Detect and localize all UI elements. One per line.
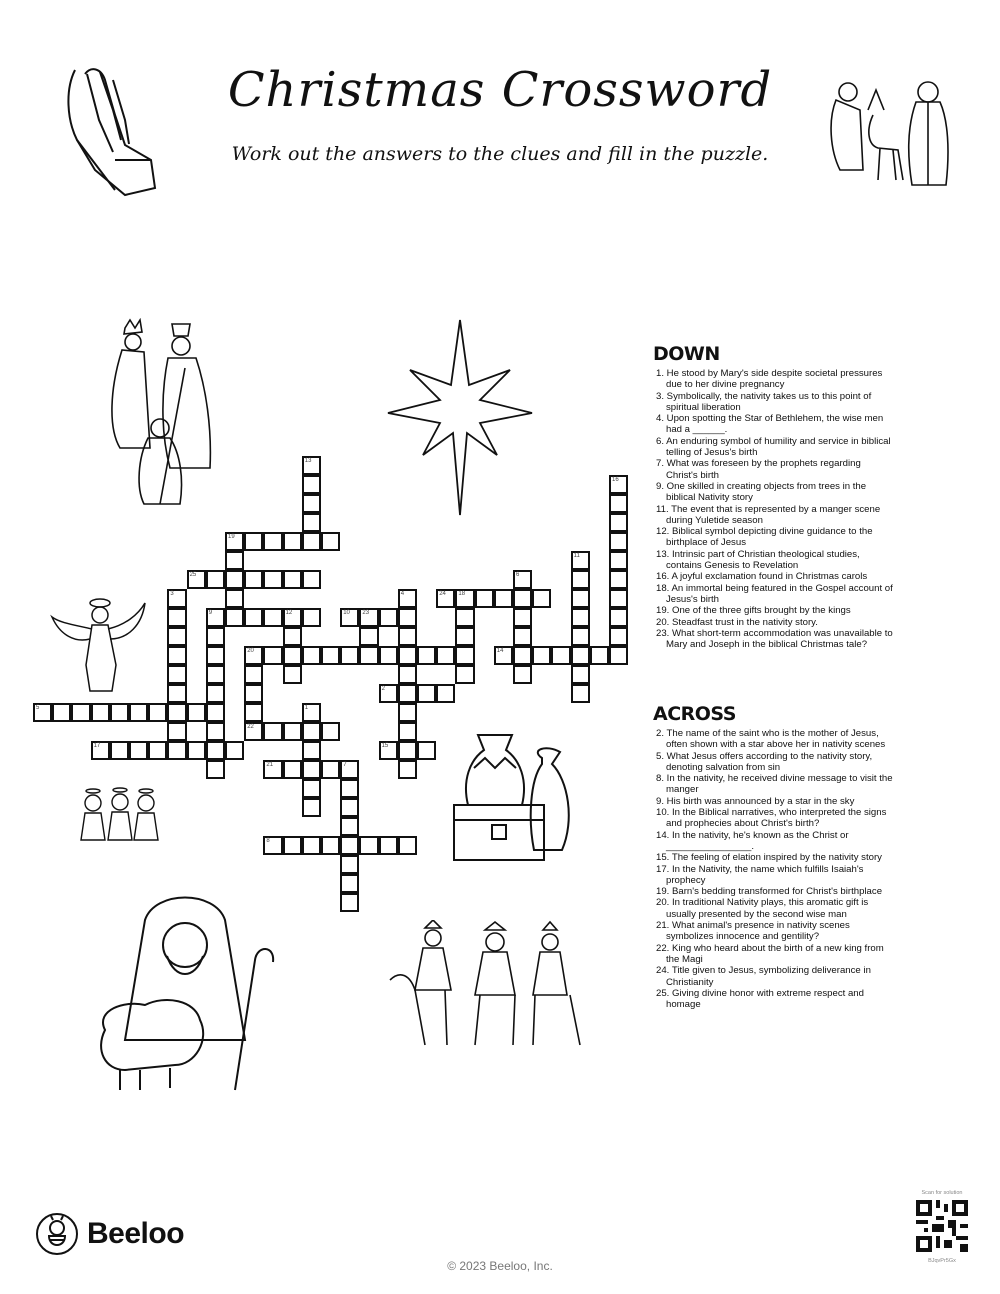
down-clue: 16. A joyful exclamation found in Christmas carols <box>656 571 868 583</box>
clue-number: 1 <box>304 705 309 711</box>
clue-number: 6 <box>516 572 520 578</box>
crossword-cell[interactable] <box>321 646 340 665</box>
crossword-cell[interactable] <box>148 741 167 760</box>
down-clue: 7. What was foreseen by the prophets regarding Christ's birth <box>656 458 861 481</box>
clue-number: 10 <box>343 610 350 616</box>
crossword-cell[interactable] <box>244 703 263 722</box>
crossword-cell[interactable] <box>283 760 302 779</box>
kings-on-camels-illustration <box>385 920 595 1050</box>
page-title: Christmas Crossword <box>227 62 773 118</box>
crossword-cell[interactable] <box>129 741 148 760</box>
crossword-cell[interactable] <box>225 608 244 627</box>
clue-number: 5 <box>36 705 40 711</box>
bee-icon <box>35 1212 79 1256</box>
crossword-cell[interactable] <box>206 722 225 741</box>
shepherd-with-sheep-illustration <box>85 890 295 1100</box>
crossword-cell[interactable] <box>609 627 628 646</box>
crossword-cell[interactable] <box>609 646 628 665</box>
crossword-cell[interactable] <box>551 646 570 665</box>
crossword-cell[interactable] <box>283 836 302 855</box>
crossword-cell[interactable] <box>571 646 590 665</box>
crossword-cell[interactable] <box>436 589 455 608</box>
crossword-cell[interactable] <box>359 836 378 855</box>
crossword-cell[interactable] <box>148 703 167 722</box>
crossword-cell[interactable] <box>475 589 494 608</box>
down-clue: 11. The event that is represented by a manger scene during Yuletide season <box>656 503 881 526</box>
crossword-cell[interactable] <box>244 532 263 551</box>
crossword-cell[interactable] <box>244 665 263 684</box>
clue-number: 4 <box>400 591 405 597</box>
crossword-cell[interactable] <box>244 608 263 627</box>
crossword-cell[interactable] <box>359 627 378 646</box>
clue-number: 13 <box>304 458 312 464</box>
crossword-cell[interactable] <box>571 589 590 608</box>
holy-family-illustration <box>818 70 958 190</box>
crossword-cell[interactable] <box>398 684 417 703</box>
crossword-cell[interactable] <box>244 684 263 703</box>
across-clue: 24. Title given to Jesus, symbolizing deliverance in Christianity <box>656 965 871 988</box>
crossword-cell[interactable] <box>513 646 532 665</box>
crossword-cell[interactable] <box>167 703 186 722</box>
crossword-cell[interactable] <box>129 703 148 722</box>
cherubs-illustration <box>75 785 165 845</box>
crossword-cell[interactable] <box>283 570 302 589</box>
across-clue: 14. In the nativity, he's known as the Christ or ________________. <box>656 829 849 852</box>
crossword-cell[interactable] <box>340 836 359 855</box>
crossword-cell[interactable] <box>263 608 282 627</box>
crossword-cell[interactable] <box>359 646 378 665</box>
crossword-cell[interactable] <box>302 475 321 494</box>
crossword-cell[interactable] <box>244 722 263 741</box>
praying-hands-illustration <box>55 60 165 200</box>
crossword-cell[interactable] <box>206 608 225 627</box>
crossword-cell[interactable] <box>263 722 282 741</box>
crossword-cell[interactable] <box>167 627 186 646</box>
crossword-cell[interactable] <box>206 627 225 646</box>
crossword-cell[interactable] <box>532 646 551 665</box>
crossword-cell[interactable] <box>340 874 359 893</box>
crossword-cell[interactable] <box>398 589 417 608</box>
crossword-cell[interactable] <box>283 665 302 684</box>
crossword-cell[interactable] <box>206 646 225 665</box>
crossword-cell[interactable] <box>225 570 244 589</box>
crossword-cell[interactable] <box>398 836 417 855</box>
crossword-cell[interactable] <box>33 703 52 722</box>
solution-qr[interactable] <box>912 1190 972 1264</box>
gifts-illustration <box>450 730 580 880</box>
crossword-cell[interactable] <box>571 570 590 589</box>
crossword-cell[interactable] <box>302 741 321 760</box>
crossword-cell[interactable] <box>263 570 282 589</box>
crossword-cell[interactable] <box>398 703 417 722</box>
crossword-cell[interactable] <box>455 589 474 608</box>
crossword-cell[interactable] <box>187 570 206 589</box>
copyright: © 2023 Beeloo, Inc. <box>447 1259 553 1273</box>
crossword-cell[interactable] <box>609 608 628 627</box>
clue-number: 3 <box>170 591 174 597</box>
crossword-cell[interactable] <box>206 684 225 703</box>
down-clues <box>653 343 893 650</box>
crossword-cell[interactable] <box>206 665 225 684</box>
crossword-cell[interactable] <box>244 646 263 665</box>
crossword-cell[interactable] <box>359 608 378 627</box>
across-clue: 9. His birth was announced by a star in the sky <box>656 795 855 807</box>
clue-number: 8 <box>266 838 270 844</box>
crossword-cell[interactable] <box>609 570 628 589</box>
crossword-cell[interactable] <box>609 589 628 608</box>
crossword-cell[interactable] <box>91 703 110 722</box>
crossword-cell[interactable] <box>302 798 321 817</box>
across-clues <box>653 703 893 1010</box>
qr-code-id: BJqvPr5Gx <box>928 1258 956 1264</box>
crossword-cell[interactable] <box>263 532 282 551</box>
crossword-cell[interactable] <box>513 627 532 646</box>
crossword-cell[interactable] <box>302 646 321 665</box>
crossword-cell[interactable] <box>571 551 590 570</box>
crossword-cell[interactable] <box>187 741 206 760</box>
crossword-cell[interactable] <box>340 608 359 627</box>
crossword-cell[interactable] <box>244 570 263 589</box>
clue-number: 25 <box>189 572 197 578</box>
crossword-cell[interactable] <box>494 646 513 665</box>
across-clue: 25. Giving divine honor with extreme respect and homage <box>656 987 864 1011</box>
down-clue: 4. Upon spotting the Star of Bethlehem, the wise men had a ______. <box>656 413 884 436</box>
across-clue: 22. King who heard about the birth of a new king from the Magi <box>656 942 884 965</box>
crossword-cell[interactable] <box>379 608 398 627</box>
crossword-cell[interactable] <box>417 646 436 665</box>
clue-number: 19 <box>228 534 235 540</box>
crossword-cell[interactable] <box>91 741 110 760</box>
crossword-cell[interactable] <box>225 741 244 760</box>
crossword-cell[interactable] <box>609 494 628 513</box>
crossword-cell[interactable] <box>571 608 590 627</box>
crossword-cell[interactable] <box>321 532 340 551</box>
crossword-cell[interactable] <box>206 703 225 722</box>
crossword-cell[interactable] <box>455 646 474 665</box>
down-clue: 13. Intrinsic part of Christian theological studies, contains Genesis to Revelation <box>656 548 860 572</box>
clue-number: 14 <box>496 648 504 654</box>
crossword-cell[interactable] <box>494 589 513 608</box>
down-clue: 1. He stood by Mary's side despite societal pressures due to her divine pregnancy <box>656 368 883 391</box>
across-clue: 21. What animal's presence in nativity scenes symbolizes innocence and gentility? <box>656 920 850 943</box>
crossword-cell[interactable] <box>206 570 225 589</box>
crossword-cell[interactable] <box>513 665 532 684</box>
clue-number: 11 <box>573 553 580 559</box>
crossword-cell[interactable] <box>398 627 417 646</box>
crossword-cell[interactable] <box>263 836 282 855</box>
crossword-cell[interactable] <box>340 779 359 798</box>
down-clue: 19. One of the three gifts brought by the kings <box>656 605 851 617</box>
clue-number: 15 <box>381 743 389 749</box>
crossword-cell[interactable] <box>436 684 455 703</box>
crossword-cell[interactable] <box>321 760 340 779</box>
down-clue: 18. An immortal being featured in the Gospel account of Jesus's birth <box>656 582 893 605</box>
crossword-cell[interactable] <box>513 589 532 608</box>
crossword-cell[interactable] <box>225 551 244 570</box>
beeloo-logo <box>35 1212 184 1256</box>
crossword-cell[interactable] <box>398 608 417 627</box>
crossword-cell[interactable] <box>167 665 186 684</box>
crossword-cell[interactable] <box>302 532 321 551</box>
clue-number: 20 <box>247 648 254 654</box>
clue-number: 22 <box>247 724 254 730</box>
crossword-cell[interactable] <box>263 646 282 665</box>
across-clue: 20. In traditional Nativity plays, this aromatic gift is usually presented by the second wise man <box>656 897 869 920</box>
crossword-cell[interactable] <box>532 589 551 608</box>
clue-number: 17 <box>93 743 101 749</box>
clue-number: 23 <box>362 610 370 616</box>
crossword-cell[interactable] <box>225 532 244 551</box>
crossword-cell[interactable] <box>455 608 474 627</box>
crossword-cell[interactable] <box>302 836 321 855</box>
brand-name: Beeloo <box>87 1217 185 1250</box>
crossword-cell[interactable] <box>379 646 398 665</box>
crossword-cell[interactable] <box>340 855 359 874</box>
across-clue: 17. In the Nativity, the name which fulfills Isaiah's prophecy <box>656 863 864 886</box>
clue-number: 7 <box>343 762 347 768</box>
crossword-cell[interactable] <box>513 608 532 627</box>
crossword-cell[interactable] <box>340 817 359 836</box>
crossword-cell[interactable] <box>283 532 302 551</box>
clue-number: 18 <box>458 591 466 597</box>
down-clue: 3. Symbolically, the nativity takes us to this point of spiritual liberation <box>656 390 872 413</box>
crossword-cell[interactable] <box>571 684 590 703</box>
across-clue: 8. In the nativity, he received divine message to visit the manger <box>656 773 893 796</box>
clue-number: 16 <box>612 477 619 483</box>
crossword-cell[interactable] <box>52 703 71 722</box>
crossword-cell[interactable] <box>398 760 417 779</box>
across-clue: 2. The name of the saint who is the mother of Jesus, often shown with a star above her in nativity scenes <box>656 728 886 751</box>
crossword-cell[interactable] <box>609 551 628 570</box>
crossword-cell[interactable] <box>110 741 129 760</box>
crossword-cell[interactable] <box>302 513 321 532</box>
crossword-cell[interactable] <box>302 760 321 779</box>
crossword-cell[interactable] <box>340 893 359 912</box>
down-clue: 20. Steadfast trust in the nativity story. <box>656 616 818 628</box>
crossword-cell[interactable] <box>167 684 186 703</box>
clue-number: 21 <box>266 762 274 768</box>
crossword-cell[interactable] <box>379 836 398 855</box>
clue-number: 2 <box>381 686 385 692</box>
down-clue: 12. Biblical symbol depicting divine guidance to the birthplace of Jesus <box>656 526 873 549</box>
crossword-cell[interactable] <box>398 646 417 665</box>
crossword-cell[interactable] <box>167 646 186 665</box>
star-of-bethlehem-illustration <box>385 315 535 520</box>
crossword-cell[interactable] <box>340 646 359 665</box>
crossword-cell[interactable] <box>187 703 206 722</box>
crossword-cell[interactable] <box>321 722 340 741</box>
down-clue: 23. What short-term accommodation was unavailable to Mary and Joseph in the biblical Christmas tale? <box>656 627 893 651</box>
crossword-cell[interactable] <box>321 836 340 855</box>
crossword-cell[interactable] <box>283 646 302 665</box>
crossword-cell[interactable] <box>302 570 321 589</box>
crossword-cell[interactable] <box>398 722 417 741</box>
crossword-cell[interactable] <box>302 456 321 475</box>
crossword-cell[interactable] <box>571 665 590 684</box>
crossword-cell[interactable] <box>302 494 321 513</box>
crossword-cell[interactable] <box>398 665 417 684</box>
clue-number: 12 <box>285 610 293 616</box>
crossword-cell[interactable] <box>206 760 225 779</box>
crossword-cell[interactable] <box>167 608 186 627</box>
crossword-cell[interactable] <box>417 741 436 760</box>
crossword-cell[interactable] <box>590 646 609 665</box>
crossword-cell[interactable] <box>609 513 628 532</box>
crossword-cell[interactable] <box>417 684 436 703</box>
crossword-cell[interactable] <box>110 703 129 722</box>
crossword-cell[interactable] <box>609 475 628 494</box>
down-heading: DOWN <box>653 343 720 365</box>
crossword-cell[interactable] <box>455 627 474 646</box>
clue-number: 9 <box>208 610 213 616</box>
crossword-cell[interactable] <box>225 589 244 608</box>
crossword-cell[interactable] <box>379 684 398 703</box>
across-clue: 15. The feeling of elation inspired by the nativity story <box>656 852 882 864</box>
crossword-cell[interactable] <box>398 741 417 760</box>
crossword-cell[interactable] <box>340 798 359 817</box>
crossword-cell[interactable] <box>340 760 359 779</box>
across-clue: 5. What Jesus offers according to the nativity story, denoting salvation from sin <box>656 750 873 773</box>
crossword-cell[interactable] <box>379 741 398 760</box>
crossword-cell[interactable] <box>455 665 474 684</box>
crossword-cell[interactable] <box>571 627 590 646</box>
crossword-cell[interactable] <box>167 722 186 741</box>
crossword-cell[interactable] <box>302 608 321 627</box>
crossword-cell[interactable] <box>609 532 628 551</box>
crossword-cell[interactable] <box>302 703 321 722</box>
instructions: Work out the answers to the clues and fill in the puzzle. <box>231 143 769 165</box>
clue-number: 24 <box>439 591 446 597</box>
qr-code-icon[interactable] <box>916 1200 968 1252</box>
crossword-cell[interactable] <box>302 779 321 798</box>
crossword-cell[interactable] <box>283 627 302 646</box>
wise-men-illustration <box>100 318 230 508</box>
angel-illustration <box>50 595 150 695</box>
crossword-cell[interactable] <box>167 741 186 760</box>
across-clue: 10. In the Biblical narratives, who interpreted the signs and prophecies about Christ's birth? <box>656 807 887 830</box>
crossword-cell[interactable] <box>206 741 225 760</box>
down-clue: 9. One skilled in creating objects from trees in the biblical Nativity story <box>656 480 867 504</box>
crossword-cell[interactable] <box>436 646 455 665</box>
crossword-cell[interactable] <box>167 589 186 608</box>
crossword-cell[interactable] <box>71 703 90 722</box>
down-clue: 6. An enduring symbol of humility and service in biblical telling of Jesus's birth <box>656 435 891 459</box>
crossword-cell[interactable] <box>263 760 282 779</box>
crossword-cell[interactable] <box>513 570 532 589</box>
qr-caption: Scan for solution <box>921 1190 963 1196</box>
crossword-cell[interactable] <box>283 608 302 627</box>
crossword-cell[interactable] <box>283 722 302 741</box>
across-heading: ACROSS <box>653 703 736 725</box>
crossword-cell[interactable] <box>302 722 321 741</box>
across-clue: 19. Barn's bedding transformed for Christ's birthplace <box>656 886 883 898</box>
